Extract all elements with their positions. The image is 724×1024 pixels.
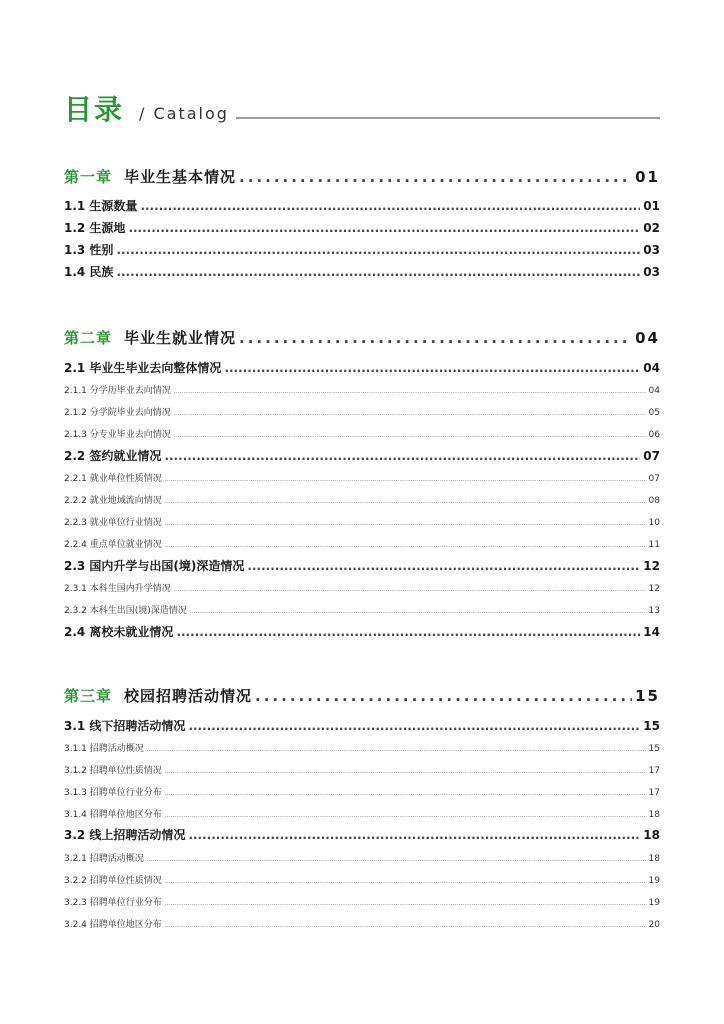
dot-leader [128,221,640,235]
page-number: 08 [648,496,660,506]
dot-leader [116,243,640,257]
toc-subsection[interactable] [64,741,660,755]
dot-leader [147,746,646,753]
page-number: 13 [648,606,660,616]
toc-section[interactable] [64,241,660,259]
subsection-title: 2.1.2 分学院毕业去向情况 [64,408,171,418]
page-number: 04 [643,361,660,375]
section-title: 1.3 性别 [64,243,114,257]
toc-subsection[interactable] [64,581,660,595]
page-number: 02 [643,221,660,235]
page-number: 20 [648,920,660,930]
chapter-title: 毕业生就业情况 [124,329,237,347]
chapter-title: 毕业生基本情况 [124,168,237,186]
page-number: 19 [648,898,660,908]
dot-leader [164,449,640,463]
subsection-title: 2.2.2 就业地域流向情况 [64,496,162,506]
dot-leader [165,812,646,819]
dot-leader [165,498,646,505]
toc-section[interactable] [64,219,660,237]
toc-chapter-3[interactable] [64,685,660,709]
dot-leader [165,900,646,907]
dot-leader [165,878,646,885]
subsection-title: 3.1.4 招聘单位地区分布 [64,810,162,820]
page-number: 01 [635,168,660,186]
dot-leader [174,586,646,593]
page-number: 18 [643,828,660,842]
page-number: 11 [648,540,660,550]
toc-chapter-1[interactable] [64,166,660,190]
page-number: 06 [648,430,660,440]
section-title: 2.1 毕业生毕业去向整体情况 [64,361,222,375]
dot-leader [239,329,632,347]
dot-leader [165,476,646,483]
dot-leader [165,520,646,527]
page-number: 14 [643,625,660,639]
toc-subsection[interactable] [64,873,660,887]
section-title: 3.2 线上招聘活动情况 [64,828,186,842]
page-number: 12 [648,584,660,594]
subsection-title: 2.1.3 分专业毕业去向情况 [64,430,171,440]
page-number: 15 [648,744,660,754]
toc-section[interactable] [64,447,660,465]
dot-leader [116,265,640,279]
toc-section[interactable] [64,263,660,281]
subsection-title: 3.1.3 招聘单位行业分布 [64,788,162,798]
toc-subsection[interactable] [64,471,660,485]
subsection-title: 3.2.1 招聘活动概况 [64,854,144,864]
page-number: 04 [648,386,660,396]
toc-section[interactable] [64,717,660,735]
toc-subsection[interactable] [64,405,660,419]
section-title: 2.2 签约就业情况 [64,449,162,463]
subsection-title: 2.2.3 就业单位行业情况 [64,518,162,528]
page-number: 07 [643,449,660,463]
section-title: 1.1 生源数量 [64,199,138,213]
toc-subsection[interactable] [64,603,660,617]
toc-section[interactable] [64,557,660,575]
toc-subsection[interactable] [64,427,660,441]
dot-leader [165,768,646,775]
dot-leader [188,719,640,733]
section-title: 2.4 离校未就业情况 [64,625,174,639]
toc-subsection[interactable] [64,493,660,507]
subsection-title: 2.2.4 重点单位就业情况 [64,540,162,550]
toc-subsection[interactable] [64,785,660,799]
dot-leader [174,432,646,439]
subsection-title: 2.2.1 就业单位性质情况 [64,474,162,484]
page-number: 04 [635,329,660,347]
page-number: 05 [648,408,660,418]
page-subtitle: / Catalog [139,104,229,123]
subsection-title: 2.1.1 分学历毕业去向情况 [64,386,171,396]
subsection-title: 3.2.4 招聘单位地区分布 [64,920,162,930]
page-number: 19 [648,876,660,886]
dot-leader [165,542,646,549]
toc-section[interactable] [64,826,660,844]
subsection-title: 3.2.3 招聘单位行业分布 [64,898,162,908]
dot-leader [239,168,632,186]
page-number: 18 [648,854,660,864]
section-title: 1.2 生源地 [64,221,126,235]
toc-subsection[interactable] [64,763,660,777]
page-number: 10 [648,518,660,528]
page-number: 07 [648,474,660,484]
section-title: 3.1 线下招聘活动情况 [64,719,186,733]
dot-leader [174,410,646,417]
dot-leader [176,625,640,639]
toc-subsection[interactable] [64,537,660,551]
page-number: 03 [643,243,660,257]
page-title: 目录 [64,93,125,126]
section-title: 1.4 民族 [64,265,114,279]
toc-subsection[interactable] [64,807,660,821]
page-number: 12 [643,559,660,573]
toc-subsection[interactable] [64,515,660,529]
subsection-title: 3.1.1 招聘活动概况 [64,744,144,754]
subsection-title: 2.3.1 本科生国内升学情况 [64,584,171,594]
dot-leader [140,199,640,213]
dot-leader [190,608,646,615]
dot-leader [165,922,646,929]
page-number: 03 [643,265,660,279]
dot-leader [147,856,646,863]
header-rule [236,117,660,119]
subsection-title: 3.1.2 招聘单位性质情况 [64,766,162,776]
toc-section[interactable] [64,359,660,377]
page-number: 18 [648,810,660,820]
page-number: 17 [648,766,660,776]
toc-subsection[interactable] [64,895,660,909]
dot-leader [188,828,640,842]
subsection-title: 3.2.2 招聘单位性质情况 [64,876,162,886]
dot-leader [247,559,640,573]
toc-section[interactable] [64,197,660,215]
chapter-number: 第二章 [64,329,113,347]
page-number: 15 [635,687,660,705]
page-number: 15 [643,719,660,733]
toc-chapter-2[interactable] [64,327,660,351]
section-title: 2.3 国内升学与出国(境)深造情况 [64,559,245,573]
chapter-number: 第一章 [64,168,113,186]
page-number: 17 [648,788,660,798]
toc-subsection[interactable] [64,383,660,397]
toc-subsection[interactable] [64,917,660,931]
subsection-title: 2.3.2 本科生出国(境)深造情况 [64,606,187,616]
dot-leader [165,790,646,797]
chapter-number: 第三章 [64,687,113,705]
toc-section[interactable] [64,623,660,641]
dot-leader [224,361,640,375]
toc-subsection[interactable] [64,851,660,865]
chapter-title: 校园招聘活动情况 [124,687,253,705]
catalog-header [64,90,660,130]
dot-leader [174,388,646,395]
dot-leader [255,687,632,705]
page-number: 01 [643,199,660,213]
